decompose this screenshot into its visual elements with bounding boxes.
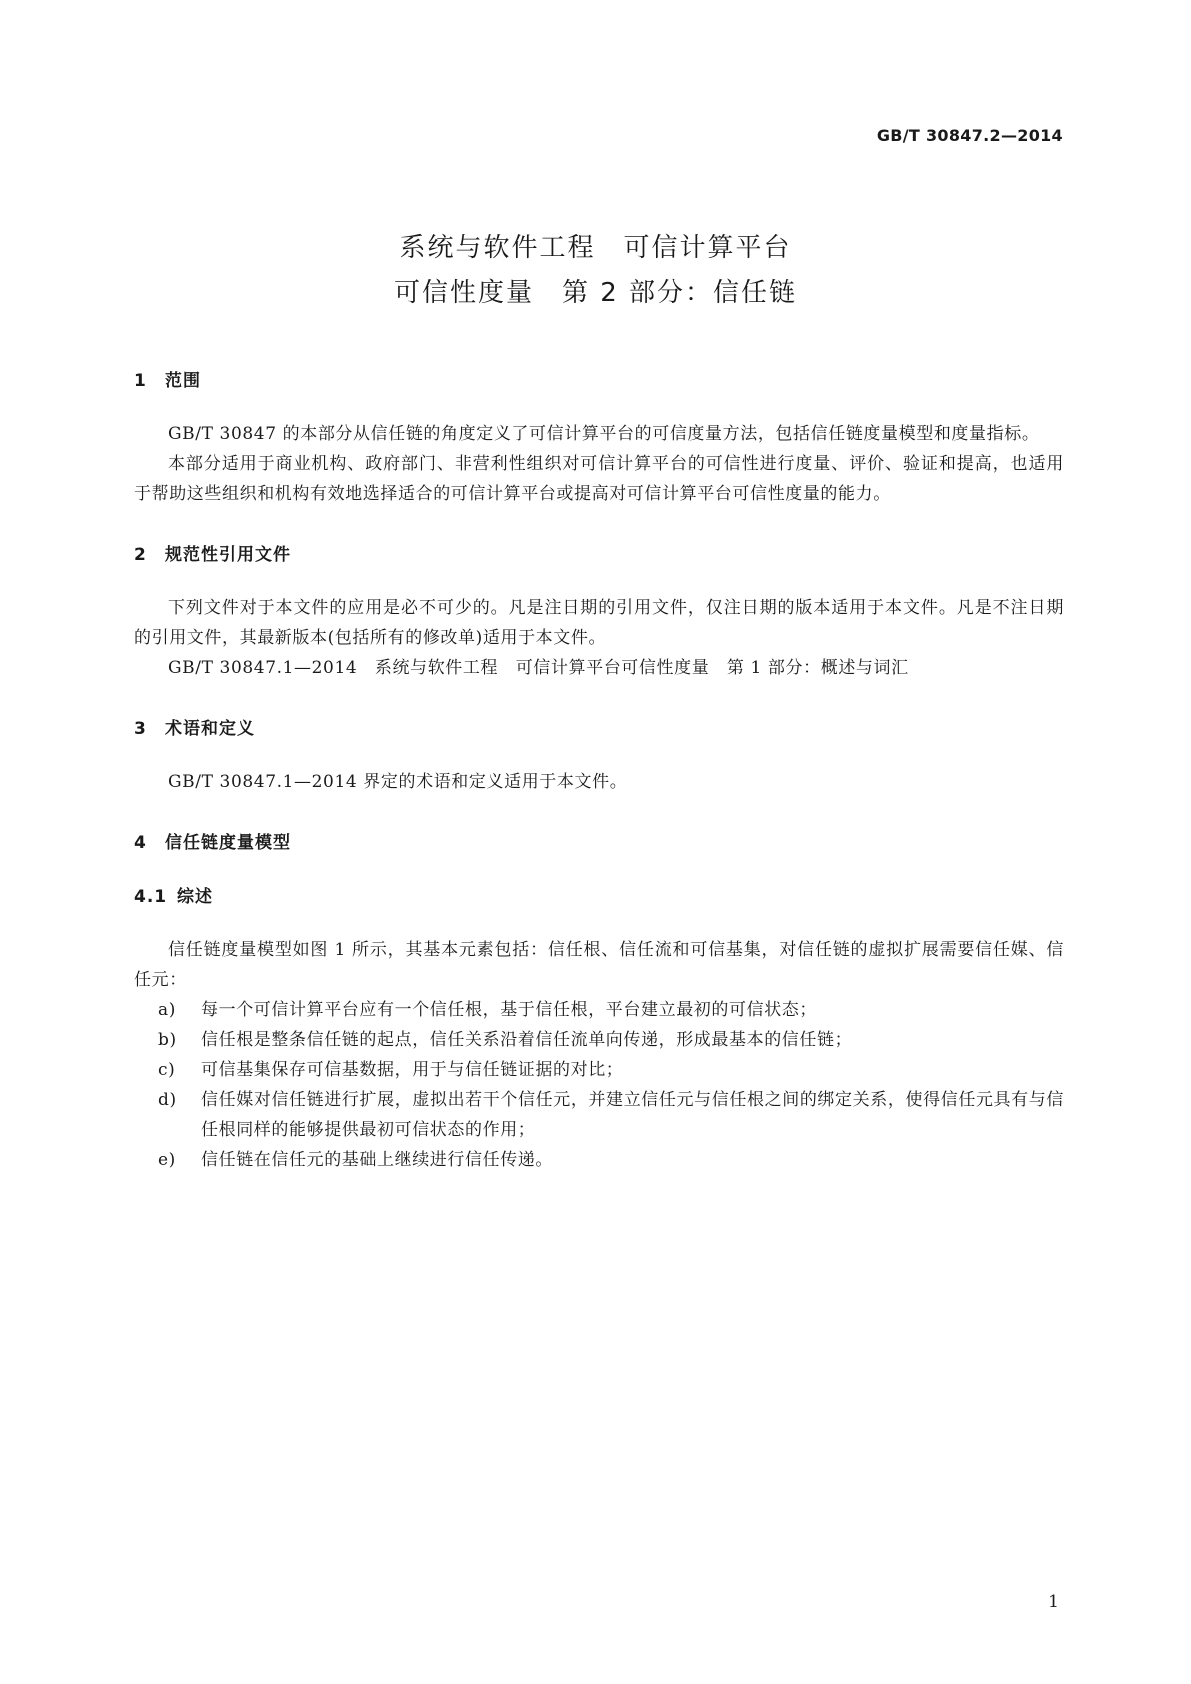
list-marker: c): [158, 1060, 176, 1080]
section-1-paragraph-2: 本部分适用于商业机构、政府部门、非营利性组织对可信计算平台的可信性进行度量、评价、验证和提高，也适用于帮助这些组织和机构有效地选择适合的可信计算平台或提高对可信计算平台可信性度量的能力。: [134, 454, 1064, 504]
section-number: 2: [134, 545, 147, 565]
section-number: 1: [134, 371, 147, 391]
list-marker: d): [158, 1090, 177, 1110]
section-2-reference-1: GB/T 30847.1—2014 系统与软件工程 可信计算平台可信性度量 第 1 部分：概述与词汇: [168, 658, 909, 678]
section-title: 术语和定义: [165, 719, 255, 739]
title-line-2: 可信性度量 第 2 部分：信任链: [393, 278, 798, 308]
section-3-heading: [134, 714, 1064, 744]
list-item: [134, 995, 1064, 1025]
section-title: 信任链度量模型: [165, 833, 291, 853]
standard-code: GB/T 30847.2—2014: [876, 126, 1063, 145]
list-marker: a): [158, 1000, 176, 1020]
section-2-paragraph-1: 下列文件对于本文件的应用是必不可少的。凡是注日期的引用文件，仅注日期的版本适用于本文件。凡是不注日期的引用文件，其最新版本(包括所有的修改单)适用于本文件。: [134, 598, 1064, 648]
list-text: 信任根是整条信任链的起点，信任关系沿着信任流单向传递，形成最基本的信任链；: [201, 1030, 853, 1050]
section-4-heading: [134, 828, 1064, 858]
section-1-heading: [134, 366, 1064, 396]
subsection-title: 综述: [177, 887, 213, 907]
section-4-1-heading: [134, 882, 1064, 912]
list-text: 信任链在信任元的基础上继续进行信任传递。: [201, 1150, 553, 1170]
document-body: [134, 366, 1064, 1175]
document-title: [0, 226, 1191, 316]
section-1-paragraph-1: GB/T 30847 的本部分从信任链的角度定义了可信计算平台的可信度量方法，包括信任链度量模型和度量指标。: [168, 424, 1040, 444]
section-number: 4: [134, 833, 147, 853]
section-2-heading: [134, 540, 1064, 570]
section-title: 范围: [165, 371, 201, 391]
section-4-1-paragraph-1: 信任链度量模型如图 1 所示，其基本元素包括：信任根、信任流和可信基集，对信任链的虚拟扩展需要信任媒、信任元：: [134, 940, 1064, 990]
list-text: 每一个可信计算平台应有一个信任根，基于信任根，平台建立最初的可信状态；: [201, 1000, 817, 1020]
list-marker: b): [158, 1030, 177, 1050]
list-text: 可信基集保存可信基数据，用于与信任链证据的对比；: [201, 1060, 624, 1080]
subsection-number: 4.1: [134, 887, 168, 907]
section-number: 3: [134, 719, 147, 739]
list-marker: e): [158, 1150, 176, 1170]
list-text: 信任媒对信任链进行扩展，虚拟出若干个信任元，并建立信任元与信任根之间的绑定关系，使得信任元具有与信任根同样的能够提供最初可信状态的作用；: [201, 1090, 1064, 1140]
page-number: 1: [1048, 1592, 1059, 1612]
list-item: [134, 1025, 1064, 1055]
list-item: [134, 1055, 1064, 1085]
list-item: [134, 1145, 1064, 1175]
section-4-1-list: [134, 995, 1064, 1175]
title-line-1: 系统与软件工程 可信计算平台: [399, 233, 792, 263]
list-item: [134, 1085, 1064, 1145]
section-title: 规范性引用文件: [165, 545, 291, 565]
section-3-paragraph-1: GB/T 30847.1—2014 界定的术语和定义适用于本文件。: [168, 772, 628, 792]
